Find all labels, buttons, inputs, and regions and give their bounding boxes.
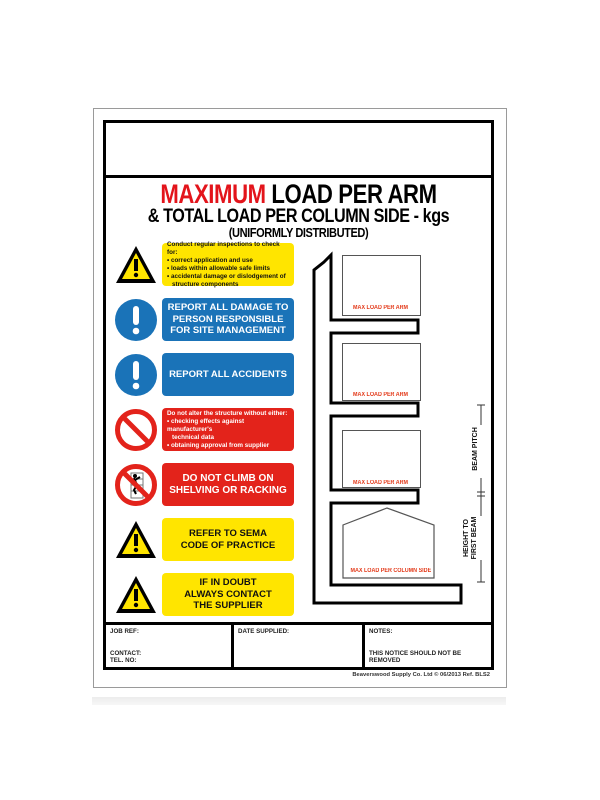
sign-title	[106, 181, 491, 240]
title-highlight: MAXIMUM	[160, 179, 266, 209]
height-to-first-beam-label	[463, 506, 479, 570]
panel-line: REPORT ALL ACCIDENTS	[169, 368, 287, 380]
notes-cell	[362, 625, 491, 667]
report-accidents-panel	[162, 353, 294, 396]
notice-report-damage	[114, 295, 294, 343]
label-line: HEIGHT TO	[463, 519, 470, 557]
panel-bullet: • loads within allowable safe limits	[167, 264, 270, 272]
panel-line: FOR SITE MANAGEMENT	[170, 325, 286, 337]
do-not-remove-notice: THIS NOTICE SHOULD NOT BE REMOVED	[369, 650, 462, 664]
panel-line: PERSON RESPONSIBLE	[172, 313, 284, 325]
sema-code-panel	[162, 518, 294, 561]
date-supplied-cell	[231, 625, 362, 667]
do-not-alter-panel	[162, 408, 294, 451]
panel-bullet: • accidental damage or dislodgement of	[167, 272, 286, 280]
panel-line: IF IN DOUBT	[199, 577, 257, 589]
panel-heading: Conduct regular inspections to check for:	[167, 240, 280, 256]
notes-label: NOTES:	[369, 628, 393, 635]
job-ref-cell	[106, 625, 231, 667]
title-line-3: (UNIFORMLY DISTRIBUTED)	[228, 225, 369, 240]
panel-line: ALWAYS CONTACT	[184, 588, 272, 600]
mandatory-exclamation-icon	[114, 353, 158, 397]
card-shadow	[92, 697, 506, 705]
notice-inspections	[114, 240, 294, 288]
date-supplied-label: DATE SUPPLIED:	[238, 628, 290, 635]
label-line: FIRST BEAM	[471, 516, 478, 560]
contact-block	[110, 650, 141, 664]
no-climbing-icon	[114, 463, 158, 507]
racking-diagram	[306, 240, 491, 620]
report-damage-panel	[162, 298, 294, 341]
sign-footer-form	[106, 622, 491, 667]
notice-do-not-alter	[114, 405, 294, 453]
panel-line: DO NOT CLIMB ON	[182, 472, 274, 484]
title-rest: LOAD PER ARM	[265, 179, 437, 209]
panel-line: REPORT ALL DAMAGE TO	[167, 302, 289, 314]
contact-supplier-panel	[162, 573, 294, 616]
mandatory-exclamation-icon	[114, 298, 158, 342]
panel-bullet: • correct application and use	[167, 256, 253, 264]
title-line-1	[141, 181, 457, 208]
notice-no-climbing	[114, 460, 294, 508]
panel-bullet: • checking effects against manufacturer's	[167, 417, 245, 433]
beam-pitch-label: BEAM PITCH	[472, 427, 479, 471]
panel-bullet: • obtaining approval from supplier	[167, 441, 270, 449]
no-climbing-panel	[162, 463, 294, 506]
blank-header-panel	[106, 123, 491, 178]
contact-label: CONTACT:	[110, 650, 142, 657]
column-load-label: MAX LOAD PER COLUMN SIDE	[350, 568, 432, 574]
panel-line: SHELVING OR RACKING	[169, 484, 287, 496]
prohibition-icon	[114, 408, 158, 452]
panel-line: REFER TO SEMA	[189, 528, 267, 539]
warning-triangle-icon	[114, 243, 158, 287]
inspections-panel	[162, 240, 294, 288]
warning-triangle-icon	[114, 573, 158, 617]
panel-line: CODE OF PRACTICE	[180, 539, 276, 551]
arm-load-label: MAX LOAD PER ARM	[353, 480, 409, 486]
panel-bullet: structure components	[172, 280, 239, 288]
title-line-2: & TOTAL LOAD PER COLUMN SIDE - kgs	[147, 206, 450, 227]
panel-line: THE SUPPLIER	[193, 600, 263, 612]
tel-no-label: TEL. NO:	[110, 657, 137, 664]
safety-sign	[103, 120, 494, 670]
panel-heading: Do not alter the structure without either:	[167, 409, 288, 417]
job-ref-label: JOB REF:	[110, 628, 139, 635]
panel-bullet: technical data	[172, 433, 214, 441]
notice-report-accidents	[114, 350, 294, 398]
notice-contact-supplier	[114, 570, 294, 618]
arm-load-label: MAX LOAD PER ARM	[353, 392, 409, 398]
notice-sema-code	[114, 515, 294, 563]
arm-load-label: MAX LOAD PER ARM	[353, 305, 409, 311]
copyright-text: Beaverswood Supply Co. Ltd © 06/2013 Ref. BLS2	[352, 672, 490, 678]
warning-triangle-icon	[114, 518, 158, 562]
